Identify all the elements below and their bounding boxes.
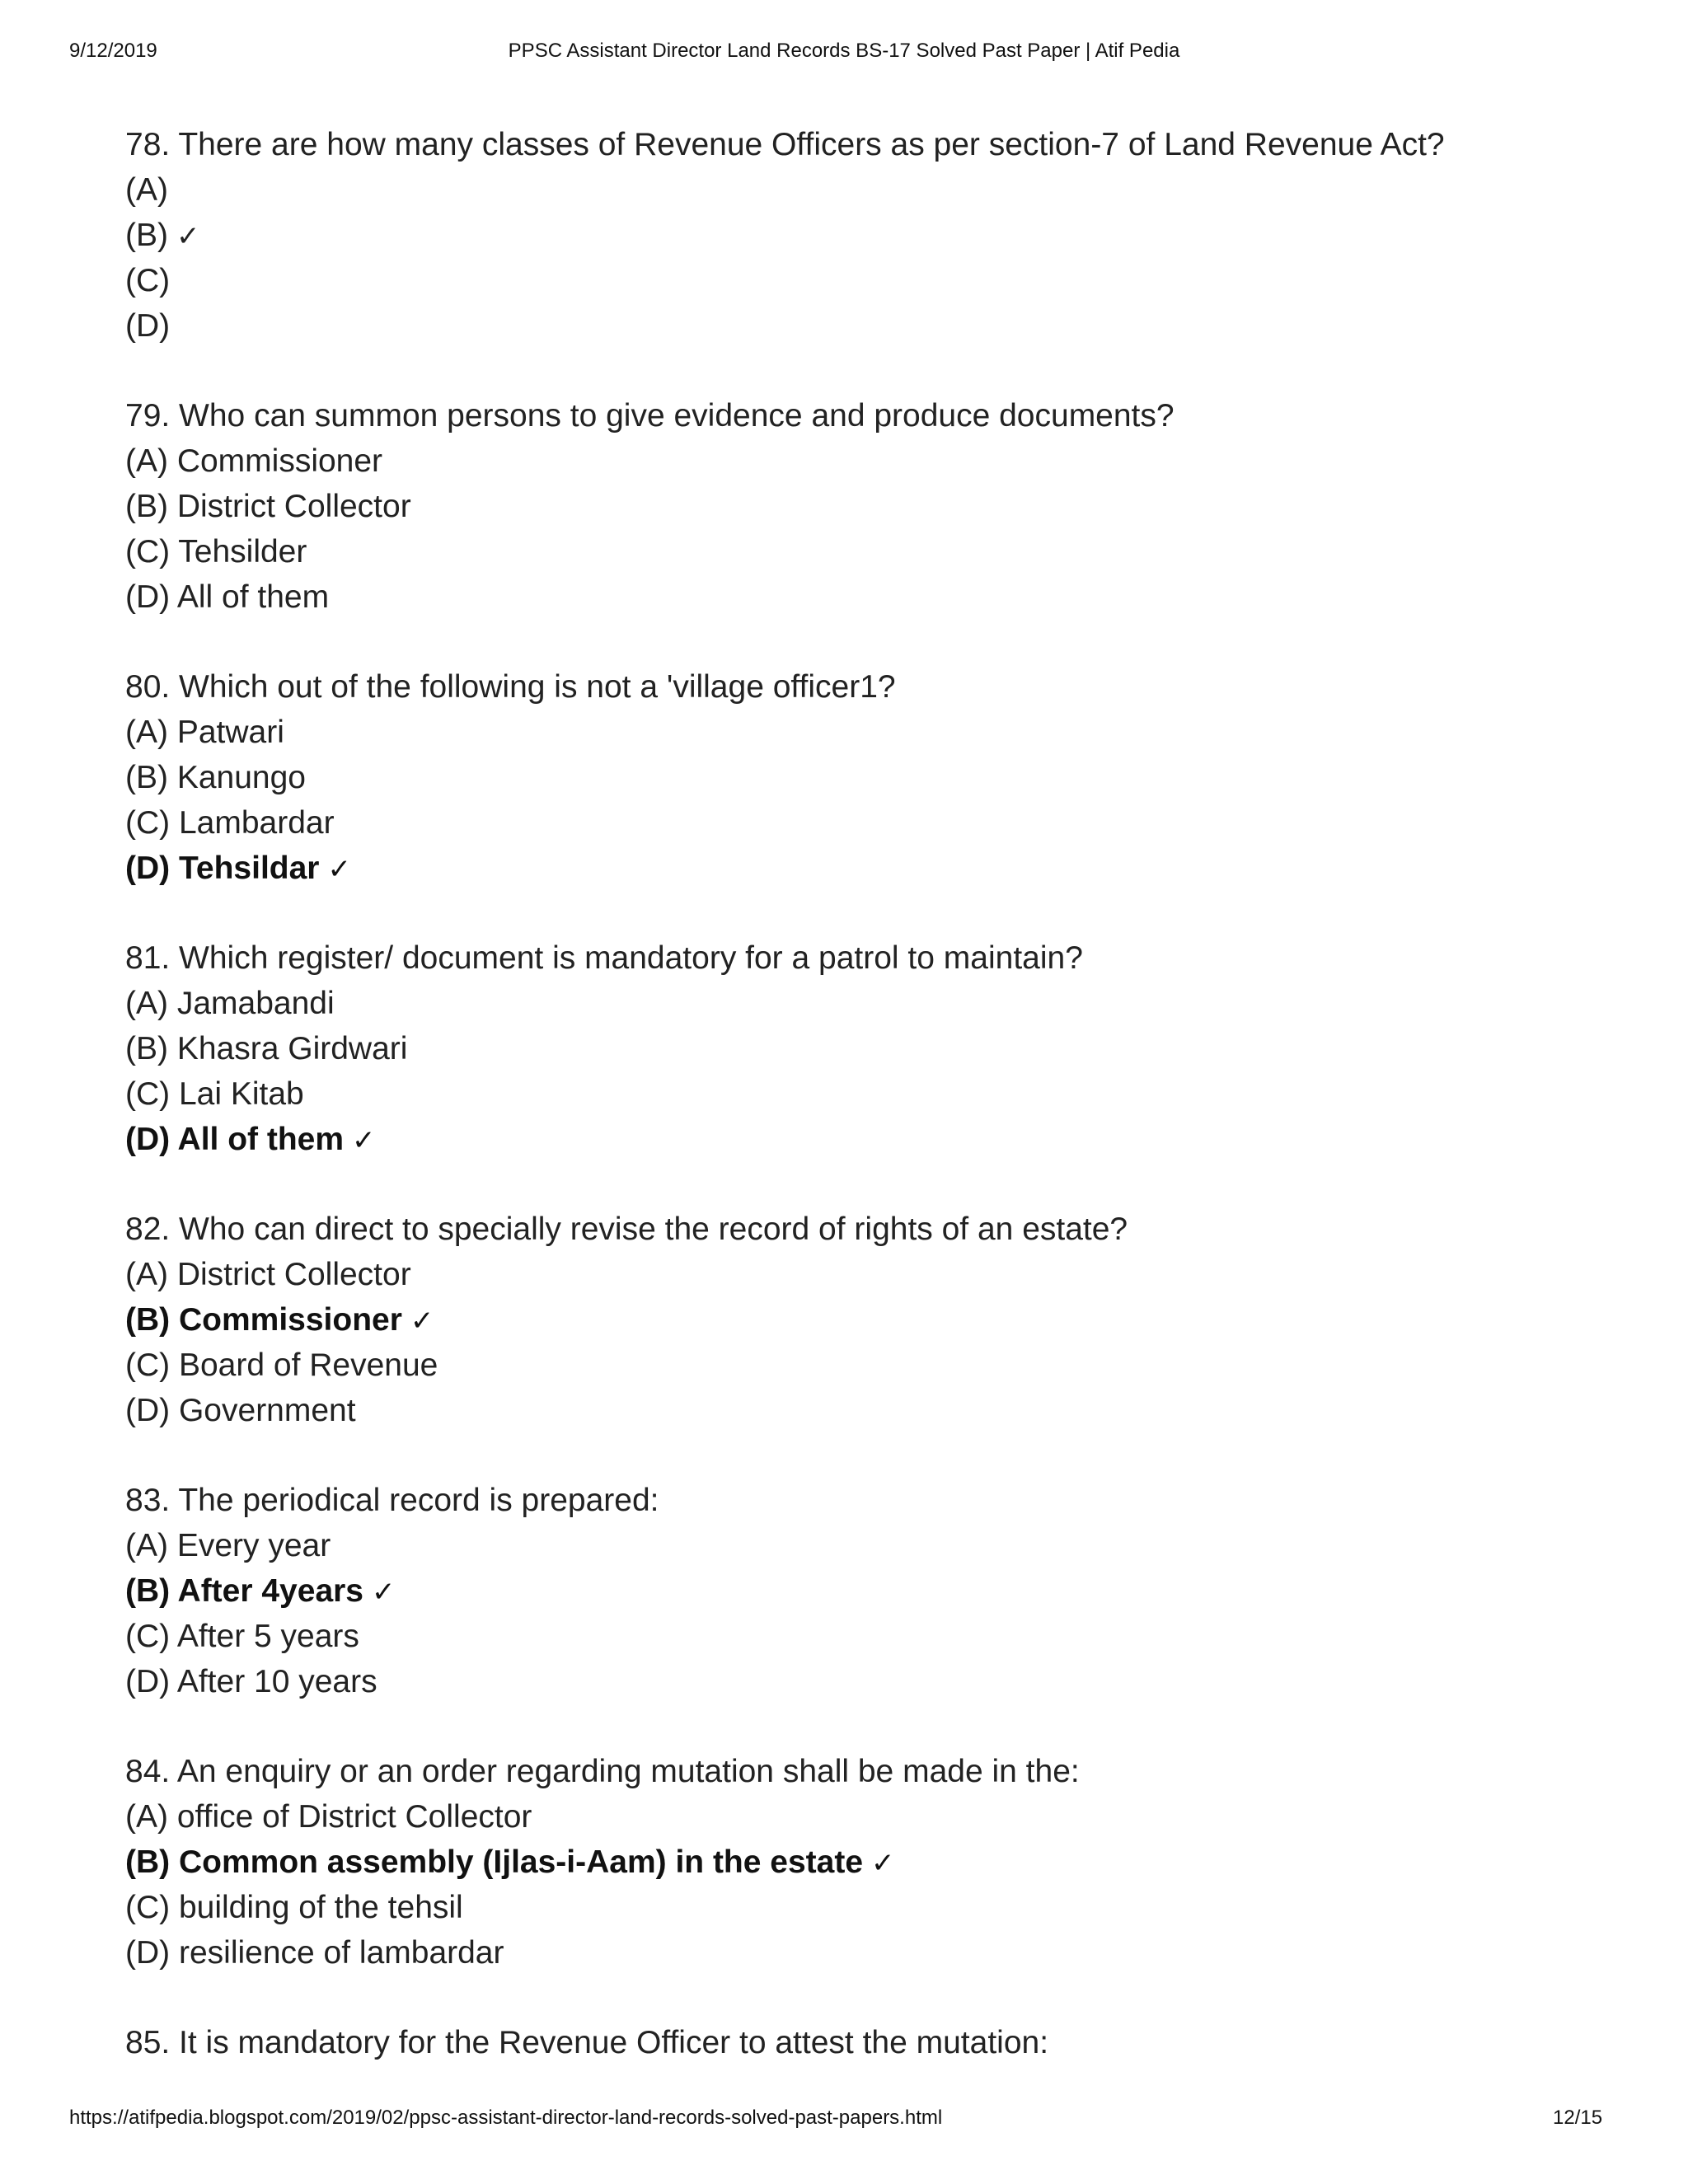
checkmark-icon: ✓	[372, 1576, 396, 1609]
option	[125, 1794, 1609, 1840]
option	[125, 710, 1609, 755]
question-block	[125, 122, 1609, 349]
option	[125, 258, 1609, 303]
option	[125, 1388, 1609, 1433]
checkmark-icon: ✓	[327, 853, 351, 886]
option	[125, 1343, 1609, 1388]
question-text: 84. An enquiry or an order regarding mutation shall be made in the:	[125, 1754, 1080, 1789]
option-label: (D) resilience of lambardar	[125, 1935, 504, 1971]
question-text: 81. Which register/ document is mandatory for a patrol to maintain?	[125, 940, 1083, 976]
option-label: (D) Government	[125, 1393, 356, 1428]
option-label: (A) Commissioner	[125, 443, 383, 479]
question-text: 80. Which out of the following is not a 'village officer1?	[125, 669, 896, 705]
checkmark-icon: ✓	[352, 1124, 376, 1157]
question-block	[125, 935, 1609, 1162]
question-block	[125, 1749, 1609, 1975]
question-block	[125, 2020, 1609, 2065]
option-correct	[125, 846, 1609, 891]
option	[125, 1026, 1609, 1071]
question-block	[125, 1478, 1609, 1704]
option	[125, 1885, 1609, 1930]
option	[125, 529, 1609, 574]
checkmark-icon: ✓	[410, 1305, 434, 1338]
option-label: (A) Patwari	[125, 715, 284, 750]
option-label: (B) Commissioner	[125, 1302, 402, 1338]
print-footer	[0, 2107, 1688, 2136]
option	[125, 167, 1609, 213]
option-label: (C)	[125, 263, 171, 298]
question-block	[125, 1207, 1609, 1433]
option-label: (B)	[125, 218, 168, 253]
option	[125, 1523, 1609, 1568]
option	[125, 1071, 1609, 1117]
option	[125, 1659, 1609, 1704]
option-label: (B) District Collector	[125, 489, 411, 524]
question-block	[125, 393, 1609, 620]
checkmark-icon: ✓	[176, 220, 200, 253]
option-label: (D) Tehsildar	[125, 851, 320, 886]
option-label: (D) All of them	[125, 1122, 345, 1157]
question-list	[125, 122, 1609, 2110]
option-label: (A)	[125, 172, 168, 208]
option-label: (D)	[125, 308, 171, 344]
option	[125, 1252, 1609, 1297]
option-correct	[125, 213, 1609, 258]
print-header	[0, 40, 1688, 69]
option-label: (A) office of District Collector	[125, 1799, 532, 1835]
question-text: 79. Who can summon persons to give evidence and produce documents?	[125, 398, 1175, 434]
option-correct	[125, 1297, 1609, 1343]
option	[125, 1930, 1609, 1975]
page-number: 12/15	[1553, 2107, 1603, 2129]
option	[125, 755, 1609, 800]
option	[125, 1614, 1609, 1659]
option-label: (B) After 4years	[125, 1573, 363, 1609]
question-block	[125, 664, 1609, 891]
option	[125, 800, 1609, 846]
option	[125, 574, 1609, 620]
option	[125, 303, 1609, 349]
option-correct	[125, 1117, 1609, 1162]
option-label: (C) Lai Kitab	[125, 1076, 304, 1112]
option-label: (D) After 10 years	[125, 1664, 377, 1699]
option-label: (A) Jamabandi	[125, 986, 335, 1021]
question-text: 85. It is mandatory for the Revenue Officer to attest the mutation:	[125, 2025, 1049, 2060]
option-label: (B) Kanungo	[125, 760, 306, 795]
page-url: https://atifpedia.blogspot.com/2019/02/ppsc-assistant-director-land-records-solved-past-papers.html	[69, 2107, 943, 2129]
print-date: 9/12/2019	[69, 40, 157, 62]
option-label: (C) Tehsilder	[125, 534, 307, 569]
option-label: (C) Lambardar	[125, 805, 335, 841]
option-label: (B) Khasra Girdwari	[125, 1031, 408, 1066]
option-correct	[125, 1840, 1609, 1885]
option-label: (B) Common assembly (Ijlas-i-Aam) in the estate	[125, 1844, 864, 1880]
page-title: PPSC Assistant Director Land Records BS-17 Solved Past Paper | Atif Pedia	[508, 40, 1180, 62]
option	[125, 438, 1609, 484]
option	[125, 484, 1609, 529]
option	[125, 981, 1609, 1026]
question-text: 82. Who can direct to specially revise the record of rights of an estate?	[125, 1212, 1128, 1247]
question-text: 78. There are how many classes of Revenue Officers as per section-7 of Land Revenue Act?	[125, 127, 1445, 162]
option-label: (C) Board of Revenue	[125, 1347, 438, 1383]
checkmark-icon: ✓	[871, 1847, 895, 1880]
question-text: 83. The periodical record is prepared:	[125, 1483, 659, 1518]
option-label: (A) Every year	[125, 1528, 331, 1563]
option-label: (A) District Collector	[125, 1257, 411, 1292]
option-correct	[125, 1568, 1609, 1614]
option-label: (D) All of them	[125, 579, 330, 615]
option-label: (C) building of the tehsil	[125, 1890, 463, 1925]
option-label: (C) After 5 years	[125, 1619, 359, 1654]
